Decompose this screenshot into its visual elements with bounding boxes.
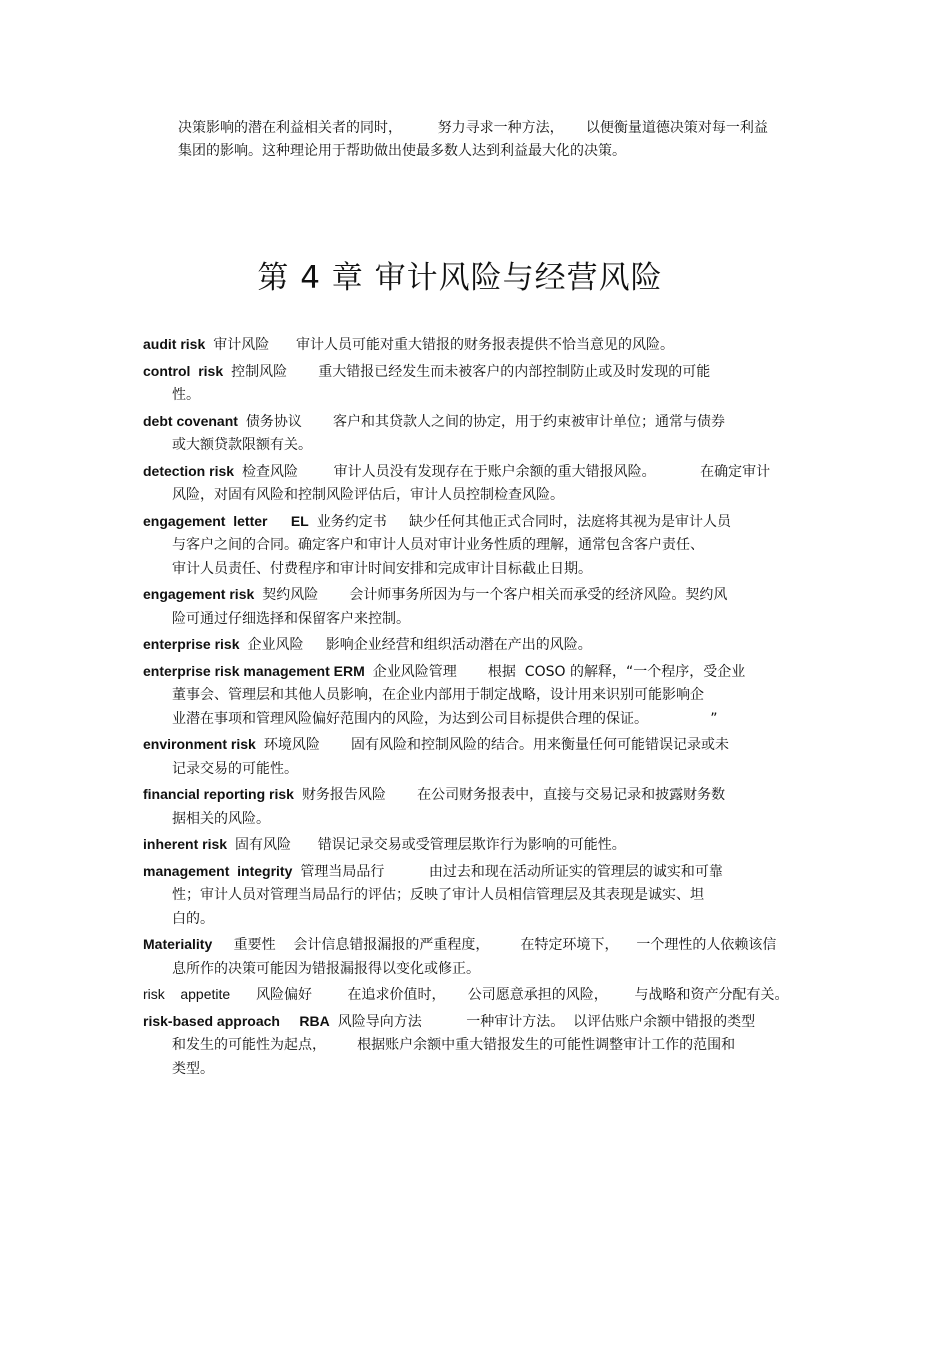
glossary-definition: 风险导向方法 一种审计方法。 以评估账户余额中错报的类型: [337, 1013, 756, 1030]
glossary-definition-continuation: 业潜在事项和管理风险偏好范围内的风险，为达到公司目标提供合理的保证。 ”: [172, 710, 718, 727]
glossary-definition: 债务协议 客户和其贷款人之间的协定，用于约束被审计单位；通常与债券: [245, 413, 726, 430]
glossary-definition-continuation: 类型。: [172, 1060, 214, 1077]
glossary-definition-continuation: 和发生的可能性为起点， 根据账户余额中重大错报发生的可能性调整审计工作的范围和: [172, 1037, 736, 1053]
glossary-definition: 管理当局品行 由过去和现在活动所证实的管理层的诚实和可靠: [300, 863, 723, 880]
entry-first-line: [143, 660, 803, 685]
glossary-definition-continuation: 性。: [172, 387, 200, 403]
entry-first-line: [143, 933, 803, 958]
glossary-list: [143, 333, 803, 1083]
intro-line: 决策影响的潜在利益相关者的同时， 努力寻求一种方法， 以便衡量道德决策对每一利益: [178, 120, 768, 136]
glossary-term: financial reporting risk: [143, 786, 294, 802]
glossary-entry: [143, 933, 803, 981]
glossary-term: inherent risk: [143, 836, 228, 852]
glossary-definition: 风险偏好 在追求价值时， 公司愿意承担的风险， 与战略和资产分配有关。: [238, 987, 789, 1003]
intro-line: 集团的影响。这种理论用于帮助做出使最多数人达到利益最大化的决策。: [178, 143, 626, 159]
glossary-term: management integrity: [143, 862, 293, 879]
entry-first-line: [143, 633, 803, 658]
glossary-definition-continuation: 险可通过仔细选择和保留客户来控制。: [172, 610, 410, 627]
glossary-entry: [143, 983, 803, 1008]
glossary-definition: 财务报告风险 在公司财务报表中，直接与交易记录和披露财务数: [301, 787, 726, 803]
entry-first-line: [143, 460, 803, 485]
entry-first-line: [143, 510, 803, 535]
entry-first-line: [143, 833, 803, 858]
glossary-entry: [143, 333, 803, 358]
entry-first-line: [143, 983, 803, 1008]
glossary-definition-continuation: 性；审计人员对管理当局品行的评估；反映了审计人员相信管理层及其表现是诚实、坦: [172, 887, 704, 903]
glossary-entry: [143, 410, 803, 458]
glossary-entry: [143, 360, 803, 408]
glossary-definition: 业务约定书 缺少任何其他正式合同时，法庭将其视为是审计人员: [316, 513, 731, 530]
entry-first-line: [143, 733, 803, 758]
glossary-definition: 企业风险 影响企业经营和组织活动潜在产出的风险。: [247, 637, 592, 653]
glossary-definition: 审计风险 审计人员可能对重大错报的财务报表提供不恰当意见的风险。: [213, 337, 674, 353]
glossary-definition-continuation: 审计人员责任、付费程序和审计时间安排和完成审计目标截止日期。: [172, 560, 592, 577]
glossary-term: risk-based approach RBA: [143, 1012, 330, 1029]
glossary-term: enterprise risk: [143, 636, 240, 652]
glossary-entry: [143, 633, 803, 658]
glossary-entry: [143, 510, 803, 582]
glossary-term: engagement letter EL: [143, 512, 309, 529]
glossary-entry: [143, 833, 803, 858]
glossary-definition: 企业风险管理 根据 COSO 的解释，“一个程序，受企业: [372, 663, 746, 680]
glossary-entry: [143, 783, 803, 831]
glossary-definition-continuation: 白的。: [172, 910, 214, 927]
glossary-definition-continuation: 与客户之间的合同。确定客户和审计人员对审计业务性质的理解，通常包含客户责任、: [172, 537, 704, 553]
entry-first-line: [143, 860, 803, 885]
glossary-term: audit risk: [143, 336, 206, 352]
glossary-definition-continuation: 或大额贷款限额有关。: [172, 437, 312, 453]
glossary-entry: [143, 460, 803, 508]
glossary-term: control risk: [143, 362, 224, 379]
glossary-definition: 控制风险 重大错报已经发生而未被客户的内部控制防止或及时发现的可能: [231, 363, 711, 380]
entry-first-line: [143, 1010, 803, 1035]
glossary-term: detection risk: [143, 462, 235, 479]
glossary-definition-continuation: 息所作的决策可能因为错报漏报得以变化或修正。: [172, 960, 480, 977]
entry-first-line: [143, 783, 803, 808]
glossary-definition: 重要性 会计信息错报漏报的严重程度， 在特定环境下， 一个理性的人依赖该信: [220, 937, 777, 953]
glossary-term: debt covenant: [143, 412, 238, 429]
glossary-term: engagement risk: [143, 586, 255, 602]
glossary-entry: [143, 733, 803, 781]
entry-first-line: [143, 333, 803, 358]
chapter-title: 第 4 章 审计风险与经营风险: [257, 260, 663, 296]
entry-first-line: [143, 360, 803, 385]
entry-first-line: [143, 583, 803, 608]
intro-paragraph: [178, 117, 818, 163]
glossary-definition: 固有风险 错误记录交易或受管理层欺诈行为影响的可能性。: [235, 837, 626, 853]
glossary-definition-continuation: 风险，对固有风险和控制风险评估后，审计人员控制检查风险。: [172, 487, 564, 503]
glossary-definition-continuation: 据相关的风险。: [172, 810, 270, 827]
glossary-definition: 检查风险 审计人员没有发现存在于账户余额的重大错报风险。 在确定审计: [242, 463, 771, 480]
glossary-term: Materiality: [143, 936, 213, 952]
glossary-entry: [143, 660, 803, 732]
glossary-entry: [143, 1010, 803, 1082]
glossary-definition-continuation: 记录交易的可能性。: [172, 760, 298, 777]
glossary-term: environment risk: [143, 736, 256, 752]
glossary-term: risk appetite: [143, 986, 231, 1002]
glossary-definition-continuation: 董事会、管理层和其他人员影响，在企业内部用于制定战略，设计用来识别可能影响企: [172, 687, 704, 703]
glossary-entry: [143, 583, 803, 631]
glossary-definition: 环境风险 固有风险和控制风险的结合。用来衡量任何可能错误记录或未: [263, 737, 729, 753]
glossary-entry: [143, 860, 803, 932]
glossary-term: enterprise risk management ERM: [143, 662, 365, 679]
glossary-definition: 契约风险 会计师事务所因为与一个客户相关而承受的经济风险。契约风: [262, 587, 728, 603]
entry-first-line: [143, 410, 803, 435]
